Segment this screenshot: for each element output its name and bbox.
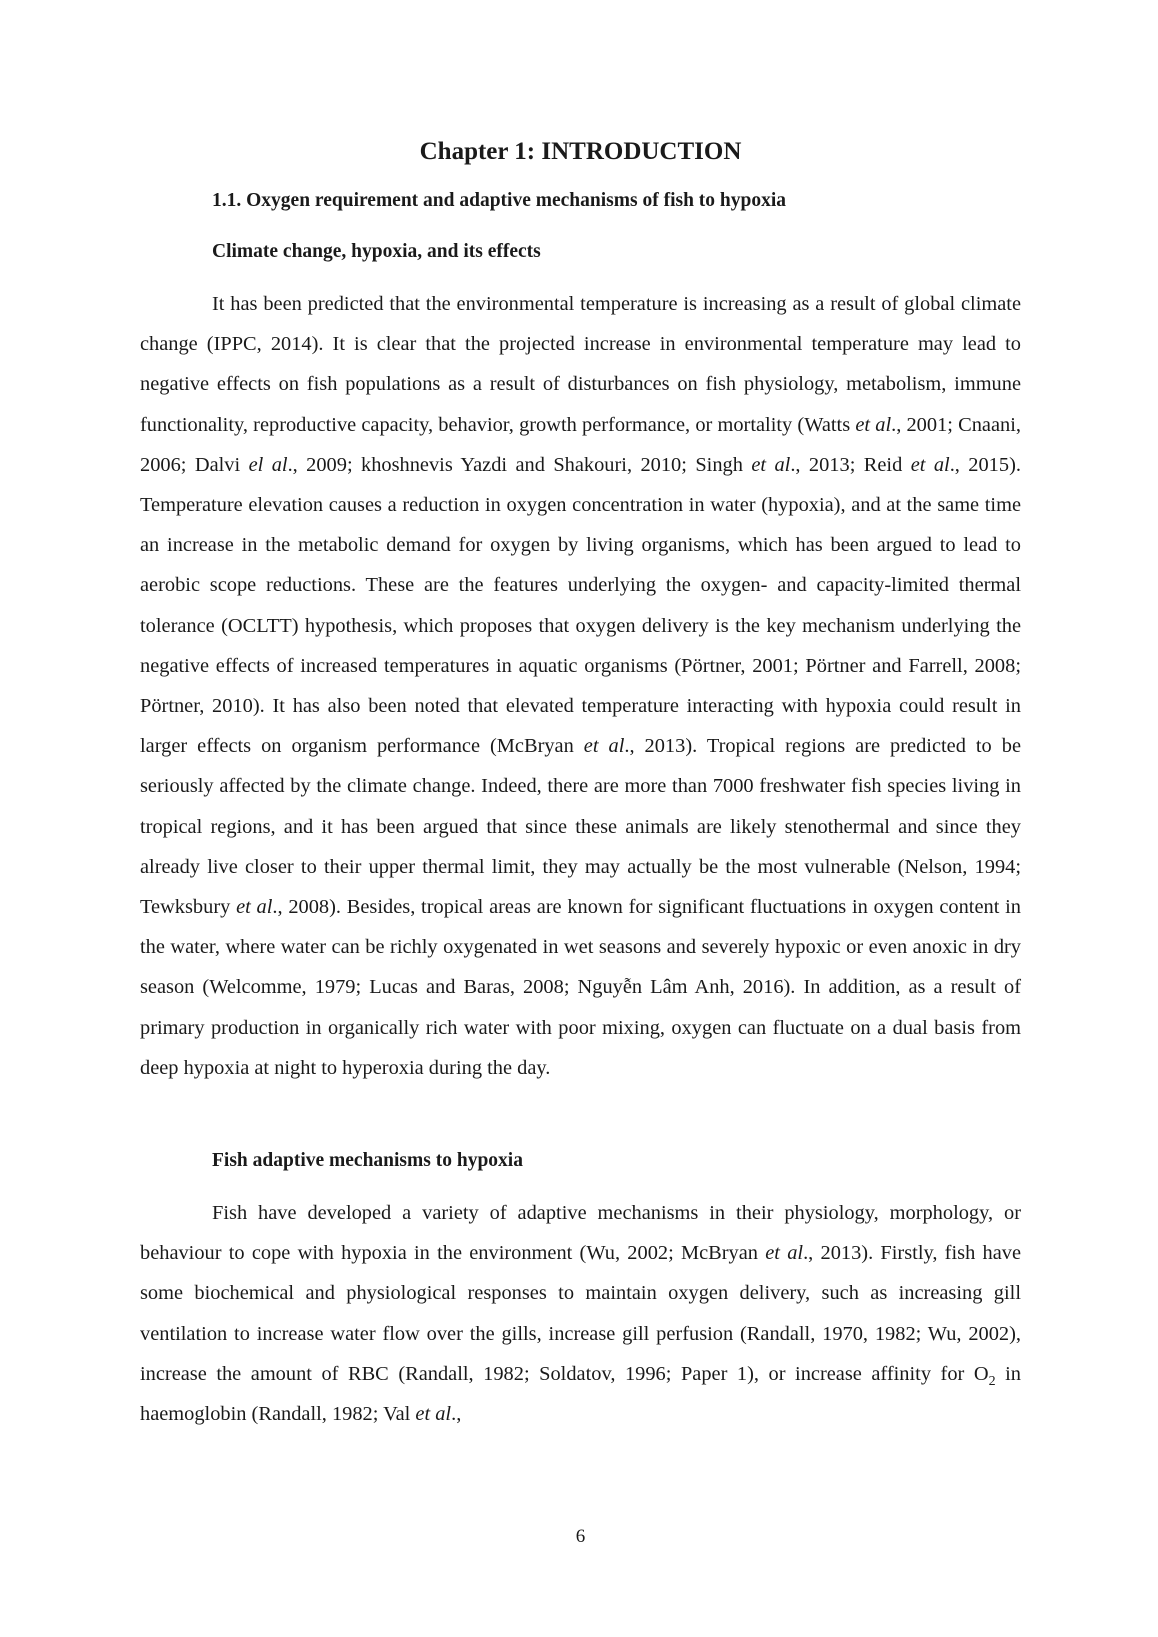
text-run: ., 2015). Temperature elevation causes a reduction in oxygen concentration in water (hypoxia), and at the same time an increase in the metabolic demand for oxygen by living organisms, which has been argued to lead to aerobic scope reductions. These are the features underlying the oxygen- and capacity-limited thermal tolerance (OCLTT) hypothesis, which proposes that oxygen delivery is the key mechanism underlying the negative effects of increased temperatures in aquatic organisms (Pörtner, 2001; Pörtner and Farrell, 2008; Pörtner, 2010). It has also been noted that elevated temperature interacting with hypoxia could result in larger effects on organism performance (McBryan [140,453,1021,758]
citation-italic: et al [236,896,273,919]
text-run: Fish have developed a variety of adaptive mechanisms in their physiology, morphology, or behaviour to cope with hypoxia in the environment (Wu, 2002; McBryan [140,1202,1021,1265]
citation-italic: et al [765,1242,804,1265]
text-run: ., 2009; khoshnevis Yazdi and Shakouri, 2010; Singh [287,453,752,476]
text-run: ., 2001; Cnaani, 2006; Dalvi [140,413,1021,476]
text-run: ., 2013). Firstly, fish have some biochemical and physiological responses to maintain oxygen delivery, such as increasing gill ventilation to increase water flow over the gills, increase gill perfusion (Randall, 1970, 1982; Wu, 2002), increase the amount of RBC (Randall, 1982; Soldatov, 1996; Paper 1), or increase affinity for O [140,1242,1021,1385]
citation-italic: et al [751,453,791,476]
subscript: 2 [988,1373,996,1389]
text-run: ., 2013). Tropical regions are predicted to be seriously affected by the climate change. Indeed, there are more than 7000 freshwater fish species living in tropical regions, and it has been argued that since these animals are likely stenothermal and since they already live closer to their upper thermal limit, they may actually be the most vulnerable (Nelson, 1994; Tewksbury [140,735,1021,919]
citation-italic: el al [248,453,288,476]
chapter-title: Chapter 1: INTRODUCTION [419,138,742,165]
paragraph-adaptive-mechanisms [140,1193,1021,1434]
text-run: ., 2013; Reid [790,453,911,476]
text-run: ., 2008). Besides, tropical areas are known for significant fluctuations in oxygen content in the water, where water can be richly oxygenated in wet seasons and severely hypoxic or even anoxic in dry season (Welcomme, 1979; Lucas and Baras, 2008; Nguyễn Lâm Anh, 2016). In addition, as a result of primary production in organically rich water with poor mixing, oxygen can fluctuate on a dual basis from deep hypoxia at night to hyperoxia during the day. [140,896,1021,1079]
section-heading: 1.1. Oxygen requirement and adaptive mechanisms of fish to hypoxia [212,190,787,211]
subsection-heading-climate: Climate change, hypoxia, and its effects [212,241,541,262]
paragraph-climate-change [140,284,1021,1088]
citation-italic: et al [583,735,625,758]
citation-italic: et al [415,1403,452,1426]
citation-italic: et al [855,413,892,436]
text-run: in haemoglobin (Randall, 1982; Val [140,1362,1021,1426]
subsection-heading-adaptive: Fish adaptive mechanisms to hypoxia [212,1150,523,1171]
text-run: ., [451,1403,462,1426]
page-number: 6 [575,1526,586,1547]
text-run: It has been predicted that the environmental temperature is increasing as a result of global climate change (IPPC, 2014). It is clear that the projected increase in environmental temperature may lead to negative effects on fish populations as a result of disturbances on fish physiology, metabolism, immune functionality, reproductive capacity, behavior, growth performance, or mortality (Watts [140,293,1021,436]
document-page [140,0,1021,1637]
citation-italic: et al [910,453,950,476]
